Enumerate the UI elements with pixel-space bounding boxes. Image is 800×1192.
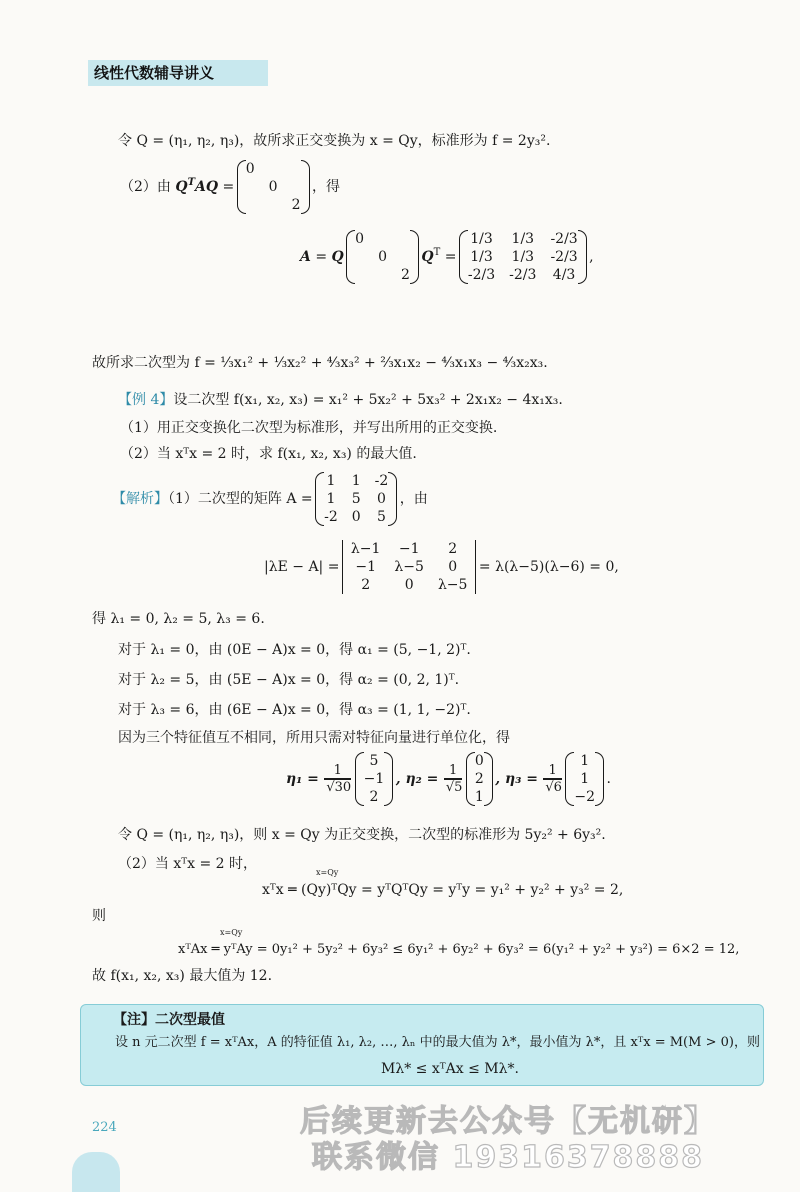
eta2-den: √5 (445, 780, 463, 795)
page-number: 224 (92, 1120, 117, 1135)
eta2-vector (468, 752, 491, 806)
diag-matrix-2 (348, 230, 417, 284)
example-statement (118, 390, 563, 410)
det-cell: 2 (448, 541, 458, 557)
eigenvector-2: 对于 λ₂ = 5，由 (5E − A)x = 0，得 α₂ = (0, 2, 1)ᵀ. (118, 672, 460, 688)
part2-lead: （2）由 (120, 179, 171, 195)
a-cell: -2 (324, 509, 338, 525)
watermark-line-1: 后续更新去公众号【无机研】 (300, 1104, 716, 1139)
example-stmt: 设二次型 f(x₁, x₂, x₃) = x₁² + 5x₂² + 5x₃² + 2x₁x₂ − 4x₁x₃. (173, 392, 563, 408)
determinant-eq (264, 540, 619, 594)
example-q2: （2）当 xᵀx = 2 时，求 f(x₁, x₂, x₃) 的最大值. (120, 446, 417, 462)
diag-cell: 0 (355, 231, 365, 247)
eta-cell: 1 (580, 753, 590, 769)
det-cell: 0 (448, 559, 458, 575)
quadratic-form-result: 故所求二次型为 f = ⅓x₁² + ⅓x₂² + ⁴⁄₃x₃² + ⅔x₁x₂ − ⁴⁄₃x₁x₃ − ⁴⁄₃x₂x₃. (92, 355, 548, 371)
solution-tag: 【解析】 (112, 491, 168, 507)
part2-condition: （2）当 xᵀx = 2 时， (118, 856, 258, 872)
diag-cell: 0 (378, 249, 388, 265)
note-title: 【注】二次型最值 (113, 1012, 225, 1028)
a-cell: -2 (374, 473, 389, 489)
det-cell: −1 (398, 541, 420, 557)
normalize-text: 因为三个特征值互不相同，所用只需对特征向量进行单位化，得 (118, 730, 510, 746)
det-cell: −1 (355, 559, 376, 575)
det-cell: 2 (361, 577, 371, 593)
result-cell: 1/3 (470, 249, 493, 265)
eta-cell: −1 (363, 771, 385, 787)
qtaq-symbol: $Q^TAQ$ (175, 177, 219, 195)
det-cell: 0 (404, 577, 414, 593)
a-cell: 1 (326, 473, 336, 489)
eq1-label: x=Qy (316, 868, 339, 877)
diag-matrix (239, 160, 308, 214)
result-cell: 1/3 (470, 231, 493, 247)
det-matrix (344, 540, 475, 594)
eta3-label: , η₃ = (495, 771, 538, 787)
eta1-den: √30 (326, 780, 352, 795)
eta3-den: √6 (545, 780, 562, 795)
equation-1: xᵀx ═ (Qy)ᵀQy = yᵀQᵀQy = yᵀy = y₁² + y₂² + y₃² = 2, (262, 882, 624, 898)
solution-lead-tail: ，由 (399, 491, 428, 507)
a-matrix (317, 472, 395, 526)
eta-cell: 5 (369, 753, 379, 769)
det-cell: λ−1 (350, 541, 381, 557)
a-result-tail: , (589, 249, 594, 265)
eta-vectors-eq (286, 752, 611, 806)
watermark-line-2: 联系微信 19316378888 (312, 1140, 705, 1175)
diag-cell: 2 (401, 267, 410, 283)
eta-cell: 1 (474, 789, 484, 805)
diag-cell: 0 (268, 179, 278, 195)
result-matrix (461, 230, 585, 284)
part2-tail: ，得 (311, 179, 340, 195)
det-cell: λ−5 (437, 577, 468, 593)
diag-cell: 0 (245, 161, 255, 177)
q-transform: 令 Q = (η₁, η₂, η₃)，则 x = Qy 为正交变换，二次型的标准形为 5y₂² + 6y₃². (118, 827, 606, 843)
eta3-vector (567, 752, 602, 806)
result-cell: -2/3 (509, 267, 537, 283)
eta-cell: 1 (580, 771, 590, 787)
diag-cell: 2 (291, 197, 301, 213)
eta1-label: η₁ = (286, 771, 319, 787)
eigenvalues: 得 λ₁ = 0, λ₂ = 5, λ₃ = 6. (92, 611, 265, 627)
then-label: 则 (92, 908, 106, 924)
a-cell: 5 (377, 509, 386, 525)
eta-cell: 2 (474, 771, 484, 787)
det-rhs: = λ(λ−5)(λ−6) = 0, (478, 559, 619, 575)
note-box (80, 1004, 764, 1086)
result-cell: -2/3 (467, 267, 496, 283)
solution-lead: （1）二次型的矩阵 A = (168, 491, 313, 507)
a-result-eq: A = Q 0 0 2 $Q^T$ = 1/3 1/3 -2/3 1/3 1/3 -2/3 -2/3 -2/3 4/3 , (300, 231, 594, 283)
eta3-num: 1 (543, 763, 562, 779)
note-body: 设 n 元二次型 f = xᵀAx，A 的特征值 λ₁, λ₂, …, λₙ 中的最大值为 λ*，最小值为 λ*，且 xᵀx = M(M > 0)，则 (115, 1035, 760, 1050)
a-cell: 0 (351, 509, 361, 525)
page-header: 线性代数辅导讲义 (88, 60, 268, 86)
det-cell: λ−5 (394, 559, 424, 575)
conclusion: 故 f(x₁, x₂, x₃) 最大值为 12. (92, 968, 273, 984)
result-cell: -2/3 (550, 231, 578, 247)
eta2-num: 1 (444, 763, 463, 779)
eta1-vector (357, 752, 392, 806)
result-cell: -2/3 (550, 249, 578, 265)
result-cell: 4/3 (552, 267, 576, 283)
eta-cell: 0 (474, 753, 484, 769)
eta-end: . (606, 771, 611, 787)
example-tag: 【例 4】 (118, 392, 174, 408)
a-cell: 1 (326, 491, 336, 507)
eq2-label: x=Qy (220, 928, 243, 937)
solution-a-matrix-eq (112, 472, 428, 526)
corner-tab (72, 1152, 120, 1192)
det-lhs: |λE − A| = (264, 559, 340, 575)
a-cell: 0 (377, 491, 386, 507)
q-definition: 令 Q = (η₁, η₂, η₃)，故所求正交变换为 x = Qy，标准形为 f = 2y₃². (118, 133, 551, 149)
eigenvector-1: 对于 λ₁ = 0，由 (0E − A)x = 0，得 α₁ = (5, −1, 2)ᵀ. (118, 642, 471, 658)
example-q1: （1）用正交变换化二次型为标准形，并写出所用的正交变换. (120, 420, 498, 436)
a-cell: 1 (351, 473, 361, 489)
a-cell: 5 (351, 491, 361, 507)
result-cell: 1/3 (511, 249, 535, 265)
result-cell: 1/3 (511, 231, 535, 247)
equation-2: xᵀAx ═ yᵀAy = 0y₁² + 5y₂² + 6y₃² ≤ 6y₁² + 6y₂² + 6y₃² = 6(y₁² + y₂² + y₃²) = 6×2 = 12, (178, 942, 740, 957)
eta1-num: 1 (324, 763, 351, 779)
eta2-label: , η₂ = (395, 771, 439, 787)
eta-cell: −2 (574, 789, 596, 805)
part2-diag-eq: （2）由 $Q^TAQ$ = 0 0 2 ，得 (120, 161, 340, 213)
eigenvector-3: 对于 λ₃ = 6，由 (6E − A)x = 0，得 α₃ = (1, 1, −2)ᵀ. (118, 702, 471, 718)
eta-cell: 2 (369, 789, 379, 805)
note-inequality: Mλ* ≤ xᵀAx ≤ Mλ*. (381, 1061, 519, 1077)
